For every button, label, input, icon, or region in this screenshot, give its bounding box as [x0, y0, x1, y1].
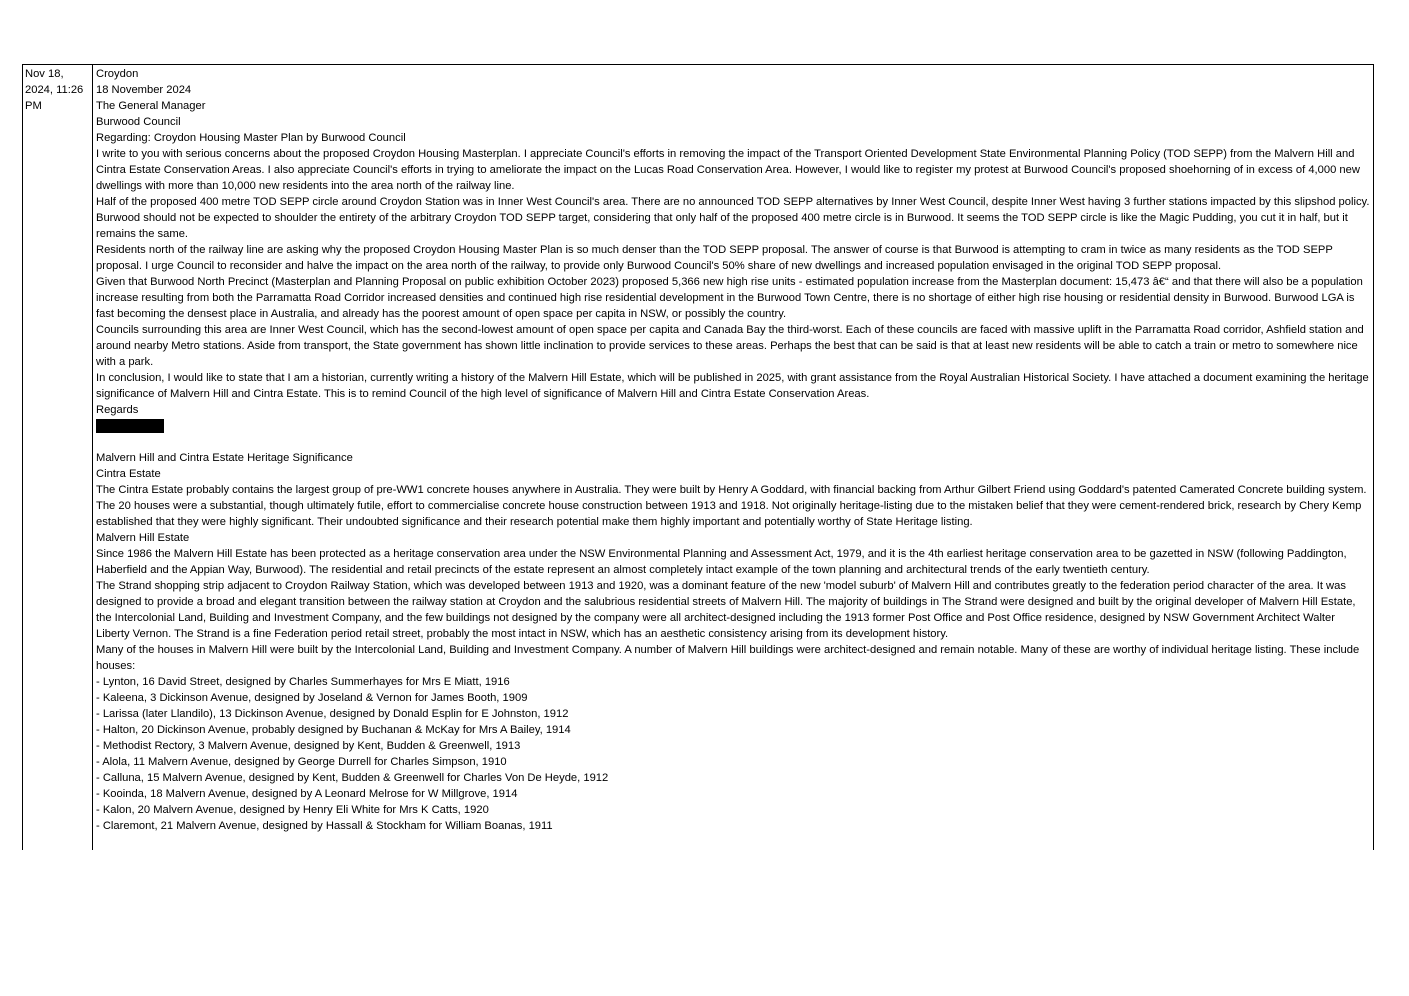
letter-paragraph: Half of the proposed 400 metre TOD SEPP circle around Croydon Station was in Inner West Council's area. There are no announced TOD SEPP alternatives by Inner West Council, despite Inner West having 3 further stations impacted by this slipshod policy. Burwood should not be expected to shoulder the entirety of the arbitrary Croydon TOD SEPP target, considering that only half of the proposed 400 metre circle is in Burwood. It seems the TOD SEPP circle is like the Magic Pudding, you cut it in half, but it remains the same.	[96, 196, 1370, 240]
cintra-heading: Cintra Estate	[96, 468, 161, 480]
malvern-paragraph: Since 1986 the Malvern Hill Estate has been protected as a heritage conservation area under the NSW Environmental Planning and Assessment Act, 1979, and it is the 4th earliest heritage conservation area to be gazetted in NSW (following Paddington, Haberfield and the Appian Way, Burwood). The residential and retail precincts of the estate represent an almost completely intact example of the town planning and architectural trends of the early twentieth century.	[96, 548, 1347, 576]
cintra-text: The Cintra Estate probably contains the largest group of pre-WW1 concrete houses anywhere in Australia. They were built by Henry A Goddard, with financial backing from Arthur Gilbert Friend using Goddard's patented Camerated Concrete building system. The 20 houses were a substantial, though ultimately futile, effort to commercialise concrete house construction between 1913 and 1918. Not originally heritage-listing due to the mistaken belief that they were cement-rendered brick, research by Chery Kemp established that they were highly significant. Their undoubted significance and their research potential make them highly important and potentially worthy of State Heritage listing.	[96, 484, 1367, 528]
house-list-item: - Calluna, 15 Malvern Avenue, designed by Kent, Budden & Greenwell for Charles Von De Heyde, 1912	[96, 772, 609, 784]
recipient-title: The General Manager	[96, 100, 206, 112]
letter-paragraph: Councils surrounding this area are Inner West Council, which has the second-lowest amount of open space per capita and Canada Bay the third-worst. Each of these councils are faced with massive uplift in the Parramatta Road corridor, Ashfield station and around nearby Metro stations. Aside from transport, the State government has shown little inclination to provide services to these areas. Perhaps the best that can be said is that at least new residents will be able to catch a train or metro to somewhere nice with a park.	[96, 324, 1364, 368]
house-list-item: - Lynton, 16 David Street, designed by Charles Summerhayes for Mrs E Miatt, 1916	[96, 676, 510, 688]
letter-paragraph: In conclusion, I would like to state that I am a historian, currently writing a history of the Malvern Hill Estate, which will be published in 2025, with grant assistance from the Royal Australian Historical Society. I have attached a document examining the heritage significance of Malvern Hill and Cintra Estate. This is to remind Council of the high level of significance of Malvern Hill and Cintra Estate Conservation Areas.	[96, 372, 1369, 400]
letter-subject: Regarding: Croydon Housing Master Plan by Burwood Council	[96, 132, 406, 144]
date-cell	[23, 65, 93, 850]
letter-signoff: Regards	[96, 404, 139, 416]
redacted-signature	[96, 419, 164, 433]
malvern-paragraph: The Strand shopping strip adjacent to Croydon Railway Station, which was developed between 1913 and 1920, was a dominant feature of the new 'model suburb' of Malvern Hill and contributes greatly to the federation period character of the area. It was designed to provide a broad and elegant transition between the railway station at Croydon and the salubrious residential streets of Malvern Hill. The majority of buildings in The Strand were designed and built by the original developer of Malvern Hill Estate, the Intercolonial Land, Building and Investment Company, and the few buildings not designed by the company were all architect-designed including the 1913 former Post Office and Post Office residence, designed by NSW Government Architect Walter Liberty Vernon. The Strand is a fine Federation period retail street, probably the most intact in NSW, which has an aesthetic consistency arising from its development history.	[96, 580, 1356, 640]
house-list-item: - Methodist Rectory, 3 Malvern Avenue, designed by Kent, Budden & Greenwell, 1913	[96, 740, 521, 752]
letter-date: 18 November 2024	[96, 84, 192, 96]
house-list-item: - Kaleena, 3 Dickinson Avenue, designed by Joseland & Vernon for James Booth, 1909	[96, 692, 528, 704]
house-list-item: - Kooinda, 18 Malvern Avenue, designed by A Leonard Melrose for W Millgrove, 1914	[96, 788, 518, 800]
house-list-item: - Larissa (later Llandilo), 13 Dickinson Avenue, designed by Donald Esplin for E Johnston, 1912	[96, 708, 569, 720]
letter-place: Croydon	[96, 68, 139, 80]
letter-paragraph: Given that Burwood North Precinct (Masterplan and Planning Proposal on public exhibition October 2023) proposed 5,366 new high rise units - estimated population increase from the Masterplan document: 15,473 â€“ and that there will also be a population increase resulting from both the Parramatta Road Corridor increased densities and continued high rise residential development in the Burwood Town Centre, there is no shortage of either high rise housing or residential density in Burwood. Burwood LGA is fast becoming the densest place in Australia, and already has the poorest amount of open space per capita in NSW, or possibly the country.	[96, 276, 1363, 320]
house-list-item: - Halton, 20 Dickinson Avenue, probably designed by Buchanan & McKay for Mrs A Bailey, 1914	[96, 724, 571, 736]
house-list-item: - Kalon, 20 Malvern Avenue, designed by Henry Eli White for Mrs K Catts, 1920	[96, 804, 489, 816]
malvern-paragraph: Many of the houses in Malvern Hill were built by the Intercolonial Land, Building and Investment Company. A number of Malvern Hill buildings were architect-designed and remain notable. Many of these are worthy of individual heritage listing. These include houses:	[96, 644, 1360, 672]
house-list-item: - Claremont, 21 Malvern Avenue, designed by Hassall & Stockham for William Boanas, 1911	[96, 820, 553, 832]
letter-paragraph: Residents north of the railway line are asking why the proposed Croydon Housing Master Plan is so much denser than the TOD SEPP proposal. The answer of course is that Burwood is attempting to cram in twice as many residents as the TOD SEPP proposal. I urge Council to reconsider and halve the impact on the area north of the railway, to provide only Burwood Council's 50% share of new dwellings and increased population envisaged in the original TOD SEPP proposal.	[96, 244, 1333, 272]
malvern-heading: Malvern Hill Estate	[96, 532, 190, 544]
submission-date: Nov 18, 2024, 11:26 PM	[25, 68, 84, 112]
recipient-org: Burwood Council	[96, 116, 181, 128]
content-cell	[95, 65, 1371, 834]
attachment-title: Malvern Hill and Cintra Estate Heritage Significance	[96, 452, 353, 464]
house-list-item: - Alola, 11 Malvern Avenue, designed by George Durrell for Charles Simpson, 1910	[96, 756, 507, 768]
letter-paragraph: I write to you with serious concerns about the proposed Croydon Housing Masterplan. I appreciate Council's efforts in removing the impact of the Transport Oriented Development State Environmental Planning Policy (TOD SEPP) from the Malvern Hill and Cintra Estate Conservation Areas. I also appreciate Council's efforts in trying to ameliorate the impact on the Lucas Road Conservation Area. However, I would like to register my protest at Burwood Council's proposed shoehorning of in excess of 4,000 new dwellings with more than 10,000 new residents into the area north of the railway line.	[96, 148, 1360, 192]
spacer	[96, 434, 1370, 450]
submission-table	[22, 64, 1374, 850]
